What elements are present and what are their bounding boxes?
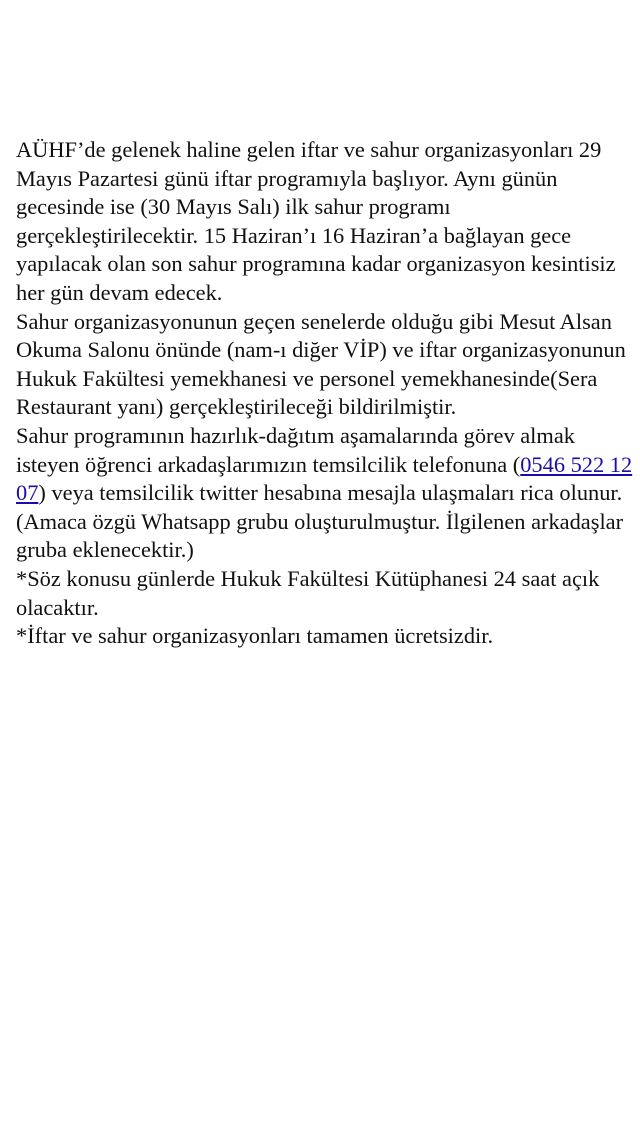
note-library: *Söz konusu günlerde Hukuk Fakültesi Kütüphanesi 24 saat açık olacaktır. — [16, 565, 600, 620]
paragraph-volunteers-text-before: Sahur programının hazırlık-dağıtım aşamalarında görev almak isteyen öğrenci arkadaşlarımızın temsilcilik telefonuna ( — [16, 422, 575, 477]
paragraph-schedule: AÜHF’de gelenek haline gelen iftar ve sahur organizasyonları 29 Mayıs Pazartesi günü iftar programıyla başlıyor. Aynı günün gecesinde ise (30 Mayıs Salı) ilk sahur programı gerçekleştirilecektir. 15 Haziran’ı 16 Haziran’a bağlayan gece yapılacak olan son sahur programına kadar organizasyon kesintisiz her gün devam edecek. — [16, 137, 616, 305]
paragraph-volunteers — [16, 422, 636, 565]
note-free: *İftar ve sahur organizasyonları tamamen ücretsizdir. — [16, 623, 494, 649]
announcement-text — [16, 136, 636, 651]
phone-number-link[interactable]: 0546 522 12 07 — [16, 451, 633, 506]
paragraph-volunteers-text-after: ) veya temsilcilik twitter hesabına mesajla ulaşmaları rica olunur. (Amaca özgü Whatsapp grubu oluşturulmuştur. İlgilenen arkadaşlar gruba eklenecektir.) — [16, 480, 624, 563]
paragraph-locations: Sahur organizasyonunun geçen senelerde olduğu gibi Mesut Alsan Okuma Salonu önünde (nam-ı diğer VİP) ve iftar organizasyonunun Hukuk Fakültesi yemekhanesi ve personel yemekhanesinde(Sera Restaurant yanı) gerçekleştirileceği bildirilmiştir. — [16, 308, 626, 420]
